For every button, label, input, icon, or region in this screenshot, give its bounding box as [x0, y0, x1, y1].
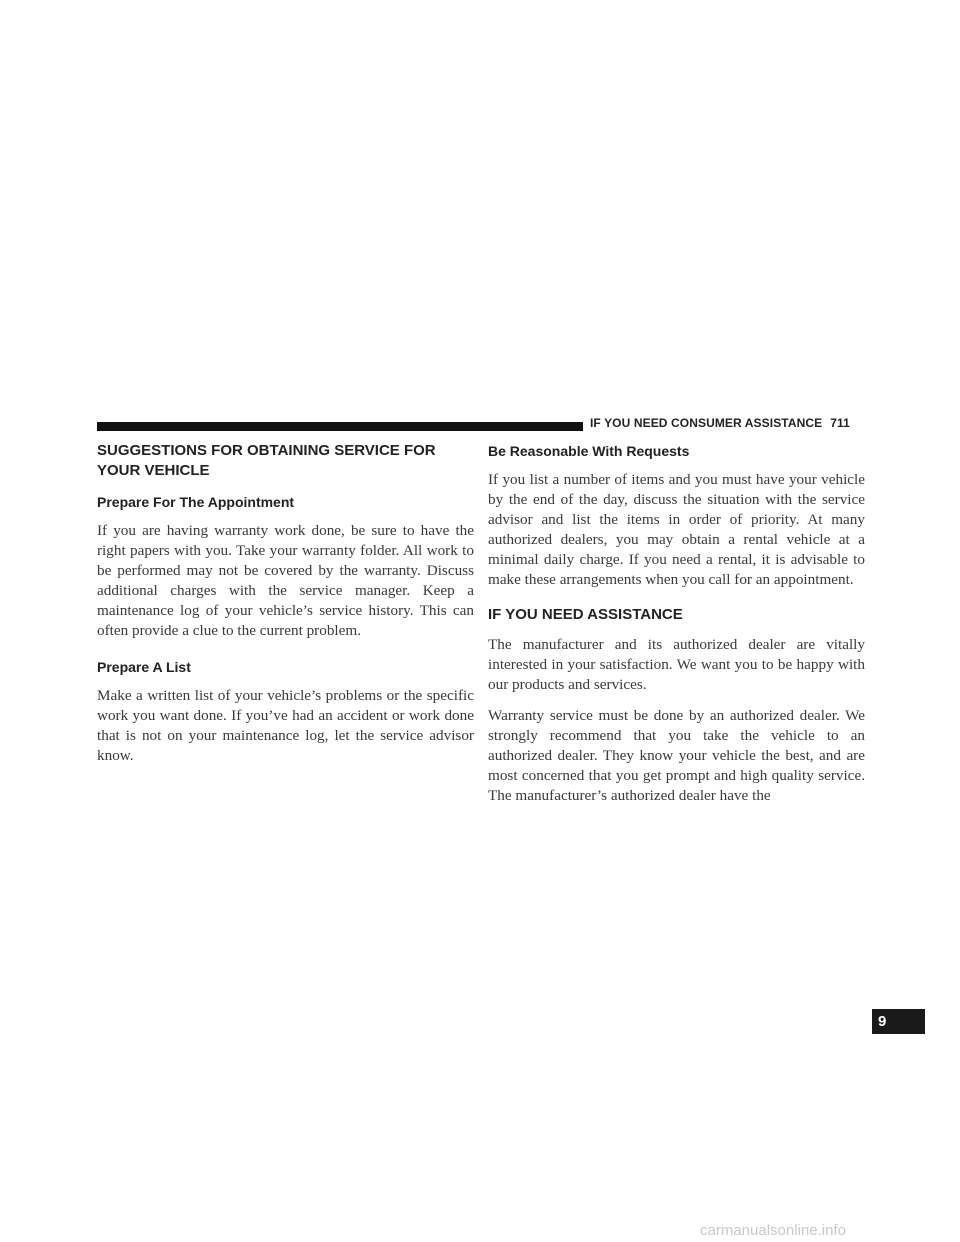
chapter-tab: 9: [872, 1009, 925, 1034]
page-number: 711: [830, 416, 850, 430]
paragraph-assistance-1: The manufacturer and its authorized dealer are vitally interested in your satisfaction. We want you to be happy with our products and services.: [488, 635, 865, 693]
paragraph-assistance-2: Warranty service must be done by an authorized dealer. We strongly recommend that you take the vehicle to an authorized dealer. They know your vehicle the best, and are most concerned that you get prompt and high quality service. The manufacturer’s authorized dealer have the: [488, 706, 865, 805]
section-heading-service: SUGGESTIONS FOR OBTAINING SERVICE FOR YOUR VEHICLE: [97, 442, 436, 479]
left-column: [97, 441, 474, 781]
running-header: [590, 416, 866, 430]
header-title: IF YOU NEED CONSUMER ASSISTANCE: [590, 416, 823, 430]
paragraph-reasonable-requests: If you list a number of items and you must have your vehicle by the end of the day, discuss the situation with the service advisor and list the items in order of priority. At many authorized dealers, you may obtain a rental vehicle at a minimal daily charge. If you need a rental, it is advisable to make these arrangements when you call for an appointment.: [488, 471, 865, 589]
subheading-prepare-appointment: Prepare For The Appointment: [97, 494, 295, 510]
subheading-prepare-list: Prepare A List: [97, 658, 191, 675]
paragraph-prepare-appointment: If you are having warranty work done, be sure to have the right papers with you. Take your warranty folder. All work to be performed may not be covered by the warranty. Discuss additional charges with the service manager. Keep a maintenance log of your vehicle’s service history. This can often provide a clue to the current problem.: [97, 522, 474, 640]
paragraph-prepare-list: Make a written list of your vehicle’s problems or the specific work you want done. If you’ve had an accident or work done that is not on your maintenance log, let the service advisor know.: [97, 686, 474, 764]
watermark: carmanualsonline.info: [700, 1222, 846, 1239]
header-rule: [97, 422, 583, 431]
section-heading-assistance: IF YOU NEED ASSISTANCE: [488, 605, 683, 623]
right-column: [488, 441, 865, 817]
subheading-reasonable-requests: Be Reasonable With Requests: [488, 443, 690, 459]
